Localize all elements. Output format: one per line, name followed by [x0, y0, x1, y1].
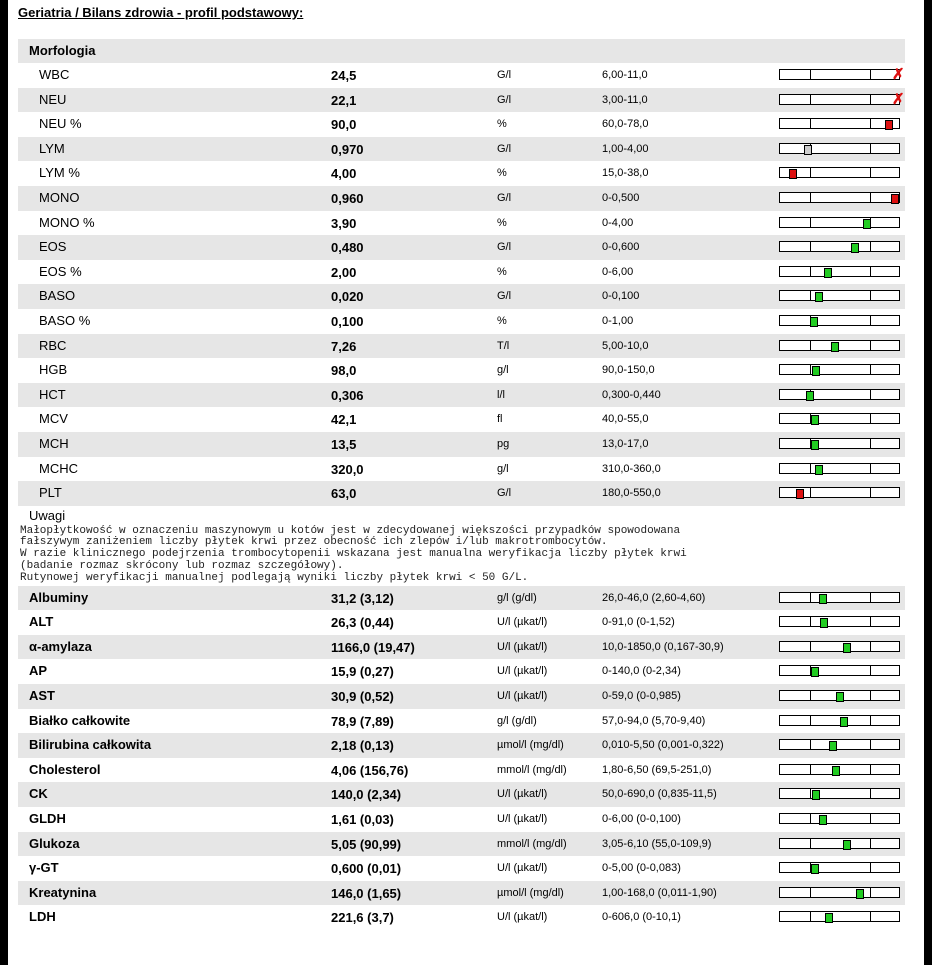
- value-marker: [789, 169, 797, 179]
- right-border: [924, 0, 932, 965]
- range-low-tick: [810, 593, 811, 602]
- range-low-tick: [810, 267, 811, 276]
- test-name: PLT: [39, 485, 62, 501]
- range-high-tick: [870, 814, 871, 823]
- reference-range: 0-0,600: [602, 241, 640, 254]
- reference-range: 1,00-4,00: [602, 142, 649, 155]
- range-bar: [779, 167, 900, 178]
- value-marker: [796, 489, 804, 499]
- value-marker: [832, 766, 840, 776]
- range-bar: [779, 143, 900, 154]
- test-value: 31,2 (3,12): [331, 590, 394, 606]
- table-row: [18, 457, 905, 482]
- value-marker: [804, 145, 812, 155]
- test-name: MONO %: [39, 214, 95, 230]
- table-row: [18, 782, 905, 807]
- range-low-tick: [810, 814, 811, 823]
- test-unit: G/l: [497, 290, 512, 303]
- value-marker: [811, 415, 819, 425]
- value-marker: [831, 342, 839, 352]
- value-marker: [824, 268, 832, 278]
- test-name: Cholesterol: [29, 761, 101, 777]
- test-value: 221,6 (3,7): [331, 910, 394, 926]
- reference-range: 0,010-5,50 (0,001-0,322): [602, 739, 724, 752]
- range-low-tick: [810, 464, 811, 473]
- test-unit: U/l (µkat/l): [497, 665, 548, 678]
- table-row: [18, 63, 905, 88]
- test-name: α-amylaza: [29, 638, 92, 654]
- range-low-tick: [810, 839, 811, 848]
- range-high-tick: [870, 95, 871, 104]
- test-name: NEU %: [39, 116, 82, 132]
- test-name: HGB: [39, 362, 68, 378]
- range-high-tick: [870, 341, 871, 350]
- table-row: [18, 211, 905, 236]
- reference-range: 0-140,0 (0-2,34): [602, 665, 681, 678]
- range-high-tick: [870, 716, 871, 725]
- value-marker: [815, 292, 823, 302]
- reference-range: 0-4,00: [602, 216, 634, 229]
- test-unit: G/l: [497, 142, 512, 155]
- test-unit: U/l (µkat/l): [497, 690, 548, 703]
- test-unit: G/l: [497, 93, 512, 106]
- value-marker: [812, 366, 820, 376]
- reference-range: 3,00-11,0: [602, 93, 648, 106]
- test-unit: µmol/l (mg/dl): [497, 886, 564, 899]
- range-low-tick: [810, 912, 811, 921]
- range-high-tick: [870, 740, 871, 749]
- value-marker: [810, 317, 818, 327]
- range-high-tick: [870, 488, 871, 497]
- table-row: [18, 905, 905, 930]
- table-row: [18, 432, 905, 457]
- range-low-tick: [810, 617, 811, 626]
- table-row: [18, 684, 905, 709]
- range-bar: [779, 340, 900, 351]
- range-bar: [779, 266, 900, 277]
- test-value: 0,480: [331, 240, 364, 256]
- value-marker: [829, 741, 837, 751]
- range-low-tick: [810, 365, 811, 374]
- range-bar: [779, 290, 900, 301]
- table-row: [18, 137, 905, 162]
- table-row: [18, 832, 905, 857]
- table-row: [18, 88, 905, 113]
- reference-range: 0-91,0 (0-1,52): [602, 616, 675, 629]
- range-high-tick: [870, 765, 871, 774]
- reference-range: 1,80-6,50 (69,5-251,0): [602, 763, 712, 776]
- reference-range: 6,00-11,0: [602, 69, 648, 81]
- test-value: 0,020: [331, 289, 364, 305]
- range-bar: [779, 665, 900, 676]
- value-marker: [843, 643, 851, 653]
- range-low-tick: [810, 789, 811, 798]
- range-bar: [779, 463, 900, 474]
- reference-range: 1,00-168,0 (0,011-1,90): [602, 886, 717, 899]
- reference-range: 40,0-55,0: [602, 413, 649, 426]
- range-high-tick: [870, 267, 871, 276]
- reference-range: 0-0,100: [602, 290, 640, 303]
- value-marker: [840, 717, 848, 727]
- test-unit: %: [497, 216, 507, 229]
- reference-range: 0-6,00: [602, 265, 634, 278]
- range-high-tick: [870, 70, 871, 79]
- range-high-tick: [870, 291, 871, 300]
- test-value: 0,600 (0,01): [331, 861, 402, 877]
- value-marker: [863, 219, 871, 229]
- test-value: 22,1: [331, 92, 357, 108]
- test-name: Glukoza: [29, 835, 80, 851]
- test-name: AP: [29, 663, 48, 679]
- table-row: [18, 709, 905, 734]
- left-border: [0, 0, 8, 965]
- range-low-tick: [810, 291, 811, 300]
- range-high-tick: [870, 789, 871, 798]
- range-bar: [779, 69, 900, 80]
- value-marker: [820, 618, 828, 628]
- range-low-tick: [810, 716, 811, 725]
- range-bar: [779, 389, 900, 400]
- reference-range: 0-0,500: [602, 191, 640, 204]
- range-high-tick: [870, 464, 871, 473]
- range-high-tick: [870, 691, 871, 700]
- range-low-tick: [810, 341, 811, 350]
- test-name: ALT: [29, 614, 54, 630]
- table-row: [18, 186, 905, 211]
- range-high-tick: [870, 316, 871, 325]
- range-low-tick: [810, 242, 811, 251]
- test-name: γ-GT: [29, 860, 59, 876]
- test-value: 3,90: [331, 215, 357, 231]
- table-row: [18, 358, 905, 383]
- test-name: Białko całkowite: [29, 712, 131, 728]
- range-high-tick: [870, 617, 871, 626]
- test-unit: g/l: [497, 462, 509, 475]
- notes-title: Uwagi: [29, 507, 66, 523]
- value-marker: [885, 120, 893, 130]
- test-name: BASO: [39, 288, 76, 304]
- range-bar: [779, 838, 900, 849]
- range-high-tick: [870, 439, 871, 448]
- value-marker: [812, 790, 820, 800]
- range-low-tick: [810, 218, 811, 227]
- value-marker: [836, 692, 844, 702]
- reference-range: 60,0-78,0: [602, 118, 649, 131]
- table-row: [18, 856, 905, 881]
- reference-range: 0-59,0 (0-0,985): [602, 690, 681, 703]
- reference-range: 5,00-10,0: [602, 339, 649, 352]
- test-name: BASO %: [39, 312, 91, 328]
- reference-range: 0-1,00: [602, 314, 634, 327]
- test-name: AST: [29, 688, 55, 704]
- test-unit: g/l (g/dl): [497, 714, 537, 727]
- value-marker: [819, 815, 827, 825]
- test-value: 7,26: [331, 338, 357, 354]
- section-title: Morfologia: [29, 43, 96, 58]
- range-high-tick: [870, 666, 871, 675]
- test-name: HCT: [39, 386, 66, 402]
- test-value: 63,0: [331, 486, 357, 502]
- test-value: 15,9 (0,27): [331, 664, 394, 680]
- test-unit: g/l: [497, 364, 509, 377]
- test-name: LDH: [29, 909, 56, 925]
- test-unit: %: [497, 118, 507, 131]
- range-bar: [779, 438, 900, 449]
- value-marker: [825, 913, 833, 923]
- test-value: 26,3 (0,44): [331, 615, 394, 631]
- table-row: [18, 407, 905, 432]
- reference-range: 26,0-46,0 (2,60-4,60): [602, 591, 706, 604]
- range-high-tick: [870, 642, 871, 651]
- out-of-range-x-icon: ✗: [892, 66, 905, 83]
- test-unit: mmol/l (mg/dl): [497, 763, 567, 776]
- value-marker: [843, 840, 851, 850]
- test-name: LYM %: [39, 165, 80, 181]
- test-value: 78,9 (7,89): [331, 713, 394, 729]
- value-marker: [806, 391, 814, 401]
- test-value: 140,0 (2,34): [331, 787, 402, 803]
- value-marker: [811, 667, 819, 677]
- range-low-tick: [810, 691, 811, 700]
- range-high-tick: [870, 414, 871, 423]
- value-marker: [811, 864, 819, 874]
- test-name: LYM: [39, 140, 65, 156]
- test-unit: g/l (g/dl): [497, 591, 537, 604]
- table-row: [18, 260, 905, 285]
- results-table: [18, 39, 905, 930]
- test-value: 1,61 (0,03): [331, 812, 394, 828]
- test-name: MCHC: [39, 460, 78, 476]
- reference-range: 10,0-1850,0 (0,167-30,9): [602, 640, 724, 653]
- table-row: [18, 807, 905, 832]
- test-name: Bilirubina całkowita: [29, 737, 152, 753]
- table-row: [18, 586, 905, 611]
- range-low-tick: [810, 193, 811, 202]
- table-row: [18, 659, 905, 684]
- reference-range: 50,0-690,0 (0,835-11,5): [602, 788, 717, 801]
- test-value: 320,0: [331, 461, 364, 477]
- test-value: 5,05 (90,99): [331, 836, 402, 852]
- test-value: 0,306: [331, 387, 364, 403]
- range-low-tick: [810, 488, 811, 497]
- range-bar: [779, 592, 900, 603]
- reference-range: 15,0-38,0: [602, 167, 649, 180]
- test-unit: U/l (µkat/l): [497, 640, 548, 653]
- test-name: GLDH: [29, 811, 66, 827]
- range-bar: [779, 641, 900, 652]
- range-high-tick: [870, 193, 871, 202]
- test-name: Kreatynina: [29, 884, 97, 900]
- test-value: 0,100: [331, 313, 364, 329]
- value-marker: [819, 594, 827, 604]
- test-name: WBC: [39, 67, 70, 82]
- range-low-tick: [810, 765, 811, 774]
- range-low-tick: [810, 119, 811, 128]
- table-row: [18, 161, 905, 186]
- table-row: [18, 881, 905, 906]
- range-bar: [779, 690, 900, 701]
- out-of-range-x-icon: ✗: [892, 90, 905, 108]
- value-marker: [811, 440, 819, 450]
- table-row: [18, 610, 905, 635]
- test-name: Albuminy: [29, 589, 89, 605]
- test-unit: pg: [497, 437, 510, 450]
- range-bar: [779, 413, 900, 424]
- value-marker: [856, 889, 864, 899]
- range-bar: [779, 739, 900, 750]
- range-high-tick: [870, 912, 871, 921]
- reference-range: 0-606,0 (0-10,1): [602, 911, 681, 924]
- value-marker: [851, 243, 859, 253]
- test-name: EOS: [39, 239, 67, 255]
- range-high-tick: [870, 390, 871, 399]
- table-row: [18, 733, 905, 758]
- value-marker: [815, 465, 823, 475]
- test-unit: %: [497, 265, 507, 278]
- reference-range: 0,300-0,440: [602, 388, 661, 401]
- test-name: EOS %: [39, 263, 82, 279]
- test-name: MCV: [39, 411, 68, 427]
- test-unit: U/l (µkat/l): [497, 862, 548, 875]
- table-row: [18, 112, 905, 137]
- reference-range: 0-5,00 (0-0,083): [602, 862, 681, 875]
- range-high-tick: [870, 365, 871, 374]
- reference-range: 57,0-94,0 (5,70-9,40): [602, 714, 706, 727]
- test-unit: µmol/l (mg/dl): [497, 739, 564, 752]
- test-unit: %: [497, 167, 507, 180]
- range-high-tick: [870, 839, 871, 848]
- test-unit: G/l: [497, 487, 512, 500]
- test-value: 0,960: [331, 190, 364, 206]
- test-value: 0,970: [331, 141, 364, 157]
- test-value: 4,06 (156,76): [331, 762, 409, 778]
- range-bar: [779, 241, 900, 252]
- test-unit: fl: [497, 413, 503, 426]
- section-header: [18, 39, 905, 63]
- test-unit: T/l: [497, 339, 510, 352]
- range-bar: [779, 911, 900, 922]
- table-row: [18, 309, 905, 334]
- report-page: [8, 0, 924, 965]
- range-bar: [779, 788, 900, 799]
- reference-range: 0-6,00 (0-0,100): [602, 813, 681, 826]
- test-unit: mmol/l (mg/dl): [497, 837, 567, 850]
- test-name: NEU: [39, 91, 67, 107]
- test-value: 98,0: [331, 363, 357, 379]
- test-value: 146,0 (1,65): [331, 885, 402, 901]
- test-name: RBC: [39, 337, 67, 353]
- range-high-tick: [870, 144, 871, 153]
- range-bar: [779, 487, 900, 498]
- test-unit: U/l (µkat/l): [497, 911, 548, 924]
- test-unit: G/l: [497, 69, 512, 81]
- range-low-tick: [810, 888, 811, 897]
- range-bar: [779, 192, 900, 203]
- test-unit: l/l: [497, 388, 505, 401]
- test-value: 4,00: [331, 166, 357, 182]
- reference-range: 180,0-550,0: [602, 487, 661, 500]
- range-high-tick: [870, 242, 871, 251]
- range-bar: [779, 764, 900, 775]
- test-unit: G/l: [497, 191, 512, 204]
- range-bar: [779, 715, 900, 726]
- range-bar: [779, 364, 900, 375]
- test-unit: U/l (µkat/l): [497, 616, 548, 629]
- test-value: 2,00: [331, 264, 357, 280]
- test-name: MONO: [39, 189, 80, 205]
- range-bar: [779, 94, 900, 105]
- range-low-tick: [810, 168, 811, 177]
- test-value: 2,18 (0,13): [331, 738, 394, 754]
- test-value: 24,5: [331, 68, 357, 83]
- table-row: [18, 334, 905, 359]
- value-marker: [891, 194, 899, 204]
- range-bar: [779, 813, 900, 824]
- range-high-tick: [870, 593, 871, 602]
- table-row: [18, 758, 905, 783]
- test-unit: U/l (µkat/l): [497, 813, 548, 826]
- test-value: 30,9 (0,52): [331, 689, 394, 705]
- range-high-tick: [870, 863, 871, 872]
- test-name: CK: [29, 786, 48, 802]
- range-high-tick: [870, 888, 871, 897]
- table-row: [18, 481, 905, 506]
- range-bar: [779, 616, 900, 627]
- range-low-tick: [810, 70, 811, 79]
- test-value: 90,0: [331, 117, 357, 133]
- test-name: MCH: [39, 435, 69, 451]
- test-unit: %: [497, 314, 507, 327]
- reference-range: 13,0-17,0: [602, 437, 649, 450]
- table-row: [18, 383, 905, 408]
- range-low-tick: [810, 740, 811, 749]
- reference-range: 90,0-150,0: [602, 364, 655, 377]
- reference-range: 3,05-6,10 (55,0-109,9): [602, 837, 712, 850]
- range-low-tick: [810, 642, 811, 651]
- range-bar: [779, 887, 900, 898]
- test-unit: G/l: [497, 241, 512, 254]
- range-bar: [779, 315, 900, 326]
- test-value: 1166,0 (19,47): [331, 639, 415, 655]
- range-high-tick: [870, 168, 871, 177]
- notes-text: Małopłytkowość w oznaczeniu maszynowym u kotów jest w zdecydowanej większości przypadków spowodowana fałszywym zaniżeniem liczby płytek krwi przez obecność ich zlepów i/lub makrotrombocytów. W razie klinicznego podejrzenia trombocytopenii wskazana jest manualna weryfikacja liczby płytek krwi (badanie rozmaz skrócony lub rozmaz szczegółowy). Rutynowej weryfikacji manualnej podlegają wyniki liczby płytek krwi < 50 G/L.: [20, 524, 687, 584]
- table-row: [18, 284, 905, 309]
- table-row: [18, 635, 905, 660]
- test-unit: U/l (µkat/l): [497, 788, 548, 801]
- page-title: Geriatria / Bilans zdrowia - profil podstawowy:: [18, 5, 304, 20]
- reference-range: 310,0-360,0: [602, 462, 661, 475]
- range-bar: [779, 862, 900, 873]
- range-high-tick: [870, 119, 871, 128]
- test-value: 42,1: [331, 412, 357, 428]
- range-low-tick: [810, 95, 811, 104]
- table-row: [18, 235, 905, 260]
- range-bar: [779, 217, 900, 228]
- range-bar: [779, 118, 900, 129]
- test-value: 13,5: [331, 436, 357, 452]
